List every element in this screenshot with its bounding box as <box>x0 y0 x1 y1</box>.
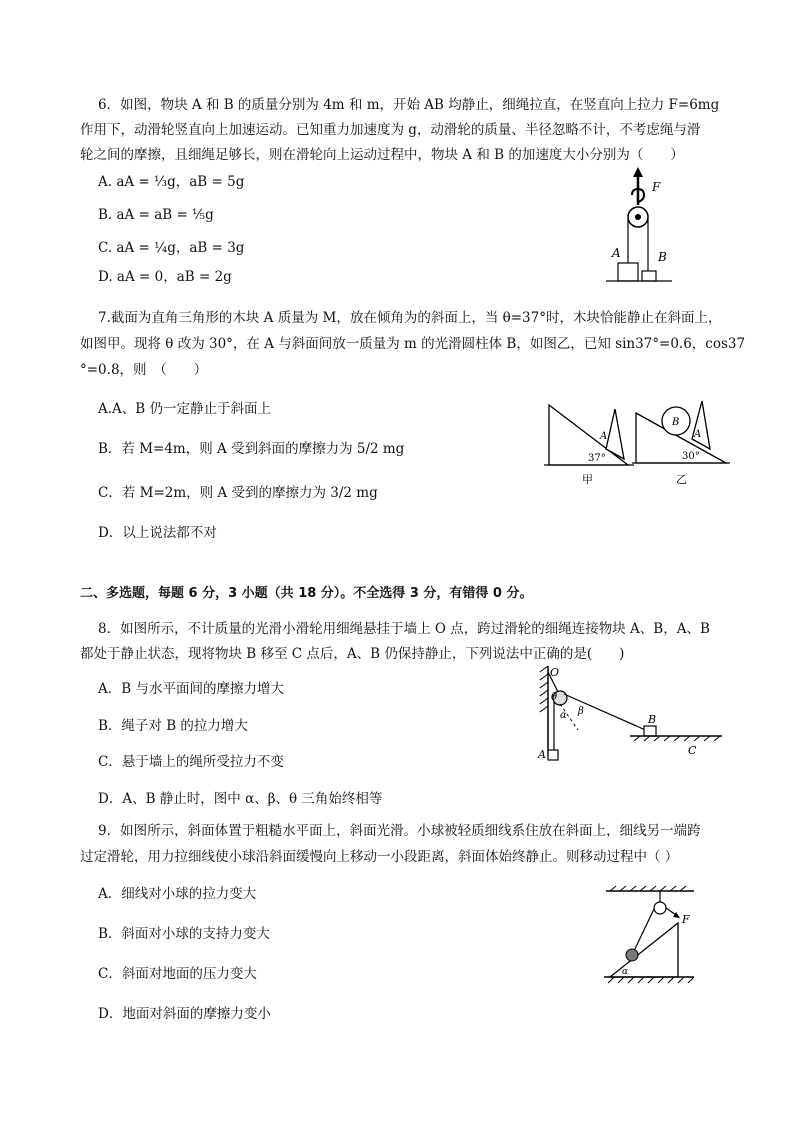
q7-incline-figures <box>544 395 734 485</box>
wedge-a-label-yi: A <box>694 429 702 440</box>
q9-stem-line2: 过定滑轮，用力拉细线使小球沿斜面缓慢向上移动一小段距离，斜面体始终静止。则移动过程中（ ） <box>80 849 679 865</box>
q6-pulley-figure <box>600 165 680 287</box>
theta-label: θ <box>551 692 558 703</box>
force-label: F <box>682 913 690 926</box>
block-a <box>618 263 638 281</box>
q8-option-d: D．A、B 静止时，图中 α、β、θ 三角始终相等 <box>98 791 383 807</box>
block-b-label: B <box>658 250 667 264</box>
q6-stem-line2: 作用下，动滑轮竖直向上加速运动。已知重力加速度为 g，动滑轮的质量、半径忽略不计，不考虑绳与滑 <box>80 122 701 138</box>
pulley-axle <box>635 214 641 220</box>
ground-hatching <box>608 977 694 983</box>
q7-option-c: C．若 M=2m，则 A 受到的摩擦力为 3/2 mg <box>98 485 378 501</box>
block-a-label: A <box>538 748 546 761</box>
q6-option-c: C. aA = ¼g，aB = 3g <box>98 240 245 256</box>
angle-37-label: 37° <box>588 453 606 464</box>
q8-option-a: A．B 与水平面间的摩擦力增大 <box>98 681 284 697</box>
block-a-label: A <box>612 246 621 260</box>
rope-to-b <box>564 694 650 732</box>
q9-option-b: B．斜面对小球的支持力变大 <box>98 926 270 942</box>
q8-wall-pulley-figure <box>530 662 725 762</box>
pull-force-arrow-head <box>673 912 680 918</box>
pull-force-arrow <box>666 908 676 915</box>
force-label: F <box>652 180 661 194</box>
cylinder-b-label: B <box>672 417 680 428</box>
figure-jia-label: 甲 <box>582 473 593 485</box>
ball <box>626 949 638 961</box>
q8-stem-line1: 8．如图所示，不计质量的光滑小滑轮用细绳悬挂于墙上 O 点，跨过滑轮的细绳连接物块 A、B，A、B <box>98 621 710 637</box>
wall-hatching <box>540 666 548 712</box>
block-b-label: B <box>648 713 657 726</box>
alpha-label: α <box>622 967 629 977</box>
q7-option-a: A.A、B 仍一定静止于斜面上 <box>98 401 272 417</box>
block-b <box>644 726 656 736</box>
q7-stem-line1: 7.截面为直角三角形的木块 A 质量为 M，放在倾角为的斜面上，当 θ=37°时，木块恰能静止在斜面上， <box>98 310 722 326</box>
q9-option-d: D．地面对斜面的摩擦力变小 <box>98 1006 271 1022</box>
q6-option-a: A. aA = ⅓g，aB = 5g <box>98 174 245 190</box>
force-arrow-head <box>633 167 643 177</box>
q7-stem-line2: 如图甲。现将 θ 改为 30°，在 A 与斜面间放一质量为 m 的光滑圆柱体 B，如图乙，已知 sin37°=0.6，cos37 <box>80 336 746 352</box>
q6-option-b: B. aA = aB = ⅕g <box>98 207 214 223</box>
q6-stem-line3: 轮之间的摩擦，且细绳足够长，则在滑轮向上运动过程中，物块 A 和 B 的加速度大小分别为（ ） <box>80 147 684 163</box>
q9-option-c: C．斜面对地面的压力变大 <box>98 966 257 982</box>
point-o-label: O <box>550 666 560 679</box>
q8-stem-line2: 都处于静止状态，现将物块 B 移至 C 点后，A、B 仍保持静止，下列说法中正确的是( ) <box>80 646 625 662</box>
q9-stem-line1: 9．如图所示，斜面体置于粗糙水平面上，斜面光滑。小球被轻质细线系住放在斜面上，细线另一端跨 <box>98 823 701 839</box>
wedge-a-label-jia: A <box>600 431 608 442</box>
fixed-pulley <box>654 902 666 914</box>
alpha-label: α <box>560 710 567 721</box>
wedge-a-jia <box>606 409 624 459</box>
q6-option-d: D. aA = 0，aB = 2g <box>98 269 232 285</box>
q7-stem-line3: °=0.8，则 （ ） <box>80 362 208 378</box>
q9-option-a: A．细线对小球的拉力变大 <box>98 886 257 902</box>
q7-option-b: B．若 M=4m，则 A 受到斜面的摩擦力为 5/2 mg <box>98 441 405 457</box>
figure-yi-label: 乙 <box>676 473 687 485</box>
angle-30-label: 30° <box>682 451 700 462</box>
point-c-label: C <box>688 744 697 757</box>
block-a <box>548 750 558 760</box>
q7-option-d: D．以上说法都不对 <box>98 525 217 541</box>
q9-incline-pulley-figure <box>600 885 700 985</box>
q8-option-b: B．绳子对 B 的拉力增大 <box>98 718 248 734</box>
q6-stem-line1: 6．如图，物块 A 和 B 的质量分别为 4m 和 m，开始 AB 均静止，细绳拉直，在竖直向上拉力 F=6mg <box>98 97 720 113</box>
q8-option-c: C．悬于墙上的绳所受拉力不变 <box>98 754 284 770</box>
beta-label: β <box>578 706 584 717</box>
section-2-heading: 二、多选题，每题 6 分，3 小题（共 18 分）。不全选得 3 分，有错得 0 分。 <box>80 586 533 601</box>
block-b <box>642 271 656 281</box>
wedge-a-yi <box>692 401 710 449</box>
